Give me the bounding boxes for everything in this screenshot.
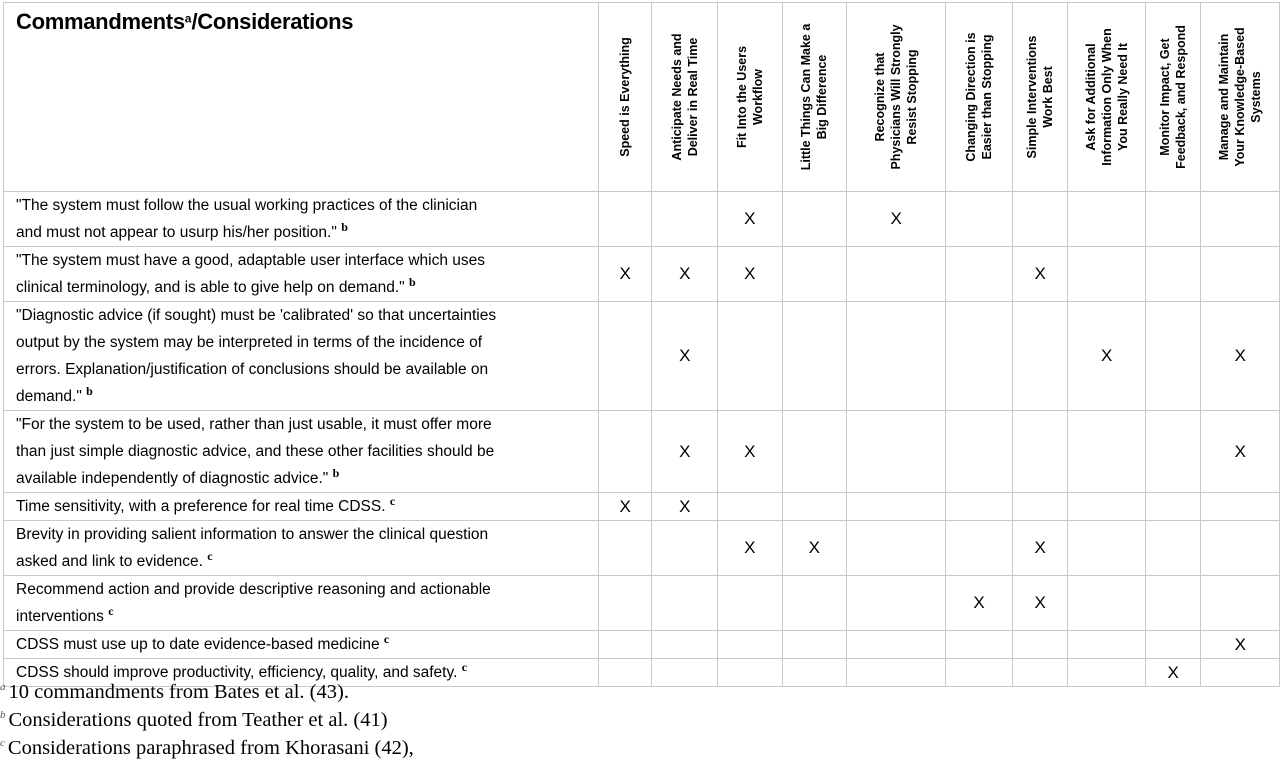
mark-cell: [1201, 576, 1280, 631]
column-header-label: [1083, 7, 1131, 187]
mark-cell: [782, 631, 847, 659]
column-header-label: [798, 7, 830, 187]
row-label-text: "The system must follow the usual working practices of the clinician: [16, 197, 478, 214]
table-row: [4, 247, 1280, 302]
mark-cell: [1012, 302, 1068, 411]
row-label-line: [16, 493, 592, 520]
mark-cell: [847, 576, 946, 631]
row-label-text: errors. Explanation/justification of conclusions should be available on: [16, 361, 489, 378]
row-label-text: interventions: [16, 608, 104, 625]
column-header: [1068, 3, 1145, 192]
mark-cell: [652, 192, 718, 247]
mark-cell: [1068, 247, 1145, 302]
row-label-text: Time sensitivity, with a preference for real time CDSS.: [16, 498, 386, 515]
mark-cell: X: [652, 411, 718, 493]
table-row: [4, 192, 1280, 247]
mark-cell: [847, 411, 946, 493]
footnote-reference: c: [383, 631, 390, 646]
mark-cell: [1068, 192, 1145, 247]
mark-cell: [718, 493, 783, 521]
mark-cell: X: [1012, 576, 1068, 631]
mark-cell: [652, 631, 718, 659]
mark-cell: [946, 631, 1013, 659]
footnote-reference: b: [341, 219, 348, 234]
footnotes: [0, 678, 1280, 762]
column-header-label: [617, 7, 633, 187]
column-header-label: [734, 7, 766, 187]
row-label-text: "For the system to be used, rather than just usable, it must offer more: [16, 416, 492, 433]
mark-cell: X: [847, 192, 946, 247]
mark-cell: [946, 247, 1013, 302]
column-header-line: Work Best: [1041, 66, 1056, 128]
mark-cell: [1068, 576, 1145, 631]
row-label-line: [16, 356, 592, 383]
column-header-line: Deliver in Real Time: [685, 37, 700, 157]
mark-cell: [718, 631, 783, 659]
row-label-line: [16, 329, 592, 356]
mark-cell: [1068, 521, 1145, 576]
row-label-text: clinical terminology, and is able to give help on demand.": [16, 279, 405, 296]
row-label: [4, 302, 599, 411]
mark-cell: X: [1201, 302, 1280, 411]
column-header-label: [963, 7, 995, 187]
row-label-line: [16, 631, 592, 658]
footnote-key: b: [0, 709, 6, 722]
mark-cell: X: [718, 247, 783, 302]
row-label: [4, 247, 599, 302]
table-title-cell: [4, 3, 599, 192]
column-header-line: Resist Stopping: [905, 49, 920, 145]
mark-cell: [1201, 493, 1280, 521]
footnote-text: Considerations paraphrased from Khorasani (42),: [7, 737, 414, 759]
footnote-reference: b: [408, 274, 416, 289]
footnote-line: [0, 706, 1280, 734]
column-header-line: Manage and Maintain: [1217, 33, 1232, 161]
mark-cell: X: [1201, 411, 1280, 493]
mark-cell: X: [1201, 631, 1280, 659]
row-label-line: [16, 576, 592, 603]
mark-cell: [1145, 576, 1201, 631]
row-label-text: demand.": [16, 388, 82, 405]
mark-cell: [1145, 247, 1201, 302]
row-label-text: Recommend action and provide descriptive reasoning and actionable: [16, 581, 491, 598]
mark-cell: [946, 521, 1013, 576]
mark-cell: X: [718, 411, 783, 493]
column-header: [718, 3, 783, 192]
mark-cell: [1145, 411, 1201, 493]
column-header-line: Changing Direction is: [964, 32, 979, 162]
mark-cell: X: [1012, 247, 1068, 302]
row-label-text: output by the system may be interpreted in terms of the incidence of: [16, 334, 483, 351]
mark-cell: [946, 302, 1013, 411]
mark-cell: [946, 411, 1013, 493]
row-label-line: [16, 302, 592, 329]
row-label-line: [16, 192, 592, 219]
column-header-line: Feedback, and Respond: [1174, 25, 1189, 169]
mark-cell: X: [946, 576, 1013, 631]
mark-cell: [1201, 521, 1280, 576]
column-header: [1201, 3, 1280, 192]
row-label: [4, 576, 599, 631]
row-label-line: [16, 247, 592, 274]
mark-cell: [782, 302, 847, 411]
row-label-line: [16, 274, 592, 301]
mark-cell: [598, 411, 652, 493]
table-row: [4, 631, 1280, 659]
column-header: [1145, 3, 1201, 192]
column-header-line: Big Difference: [815, 54, 830, 140]
row-label-text: than just simple diagnostic advice, and these other facilities should be: [16, 443, 495, 460]
mark-cell: [782, 192, 847, 247]
mark-cell: [1201, 247, 1280, 302]
mark-cell: [598, 302, 652, 411]
mark-cell: X: [598, 247, 652, 302]
footnote-reference: b: [332, 465, 340, 480]
header-row: [4, 3, 1280, 192]
column-header-line: You Really Need It: [1115, 42, 1130, 152]
mark-cell: [1201, 192, 1280, 247]
row-label-text: CDSS must use up to date evidence-based medicine: [16, 636, 380, 653]
row-label: [4, 192, 599, 247]
mark-cell: [1145, 302, 1201, 411]
mark-cell: X: [1068, 302, 1145, 411]
row-label-text: "Diagnostic advice (if sought) must be 'calibrated' so that uncertainties: [16, 307, 497, 324]
row-label-line: [16, 548, 592, 575]
mark-cell: [847, 521, 946, 576]
row-label-text: asked and link to evidence.: [16, 553, 203, 570]
mark-cell: [718, 302, 783, 411]
footnote-reference: c: [389, 493, 396, 508]
column-header-line: Speed is Everything: [618, 37, 633, 157]
mark-cell: [1068, 493, 1145, 521]
column-header-label: [669, 7, 701, 187]
mark-cell: [1145, 521, 1201, 576]
mark-cell: [782, 247, 847, 302]
column-header-line: Fit Into the Users: [734, 45, 749, 149]
column-header-line: Ask for Additional: [1083, 43, 1098, 151]
row-label: [4, 631, 599, 659]
row-label: [4, 493, 599, 521]
column-header: [652, 3, 718, 192]
row-label: [4, 521, 599, 576]
footnote-text: 10 commandments from Bates et al. (43).: [8, 681, 349, 703]
mark-cell: [598, 576, 652, 631]
mark-cell: [1012, 631, 1068, 659]
mark-cell: X: [782, 521, 847, 576]
row-label-text: Brevity in providing salient information to answer the clinical question: [16, 526, 489, 543]
mark-cell: [598, 631, 652, 659]
table-row: [4, 302, 1280, 411]
table-title-suffix: /Considerations: [191, 9, 354, 34]
column-header-line: Systems: [1249, 71, 1264, 123]
mark-cell: X: [718, 521, 783, 576]
mark-cell: [946, 192, 1013, 247]
mark-cell: [1145, 192, 1201, 247]
commandments-matrix-table: [3, 2, 1280, 687]
footnote-reference: c: [108, 603, 114, 618]
column-header-label: [1024, 7, 1056, 187]
mark-cell: [782, 411, 847, 493]
mark-cell: [782, 493, 847, 521]
column-header-line: Workflow: [750, 68, 765, 126]
mark-cell: X: [652, 493, 718, 521]
mark-cell: X: [652, 302, 718, 411]
footnote-reference: b: [86, 383, 93, 398]
mark-cell: X: [598, 493, 652, 521]
table-row: [4, 576, 1280, 631]
mark-cell: [847, 302, 946, 411]
column-header-label: [872, 7, 920, 187]
footnote-reference: c: [461, 659, 468, 674]
row-label-line: [16, 219, 592, 246]
row-label-line: [16, 603, 592, 630]
column-header-line: Your Knowledge-Based: [1233, 27, 1248, 167]
column-header-line: Little Things Can Make a: [799, 23, 814, 171]
footnote-line: [0, 734, 1280, 762]
mark-cell: [598, 521, 652, 576]
mark-cell: [718, 576, 783, 631]
mark-cell: X: [718, 192, 783, 247]
row-label: [4, 411, 599, 493]
row-label-text: "The system must have a good, adaptable user interface which uses: [16, 252, 486, 269]
column-header-label: [1157, 7, 1189, 187]
row-label-line: [16, 383, 592, 410]
row-label-line: [16, 411, 592, 438]
footnote-reference: c: [207, 548, 213, 563]
column-header-line: Anticipate Needs and: [669, 33, 684, 161]
footnote-key: c: [0, 737, 5, 750]
mark-cell: [652, 576, 718, 631]
mark-cell: X: [1145, 659, 1201, 687]
column-header-line: Physicians Will Strongly: [889, 24, 904, 170]
column-header: [1012, 3, 1068, 192]
mark-cell: X: [652, 247, 718, 302]
column-header-line: Monitor Impact, Get: [1158, 38, 1173, 156]
footnote-text: Considerations quoted from Teather et al. (41): [8, 709, 388, 731]
mark-cell: [946, 493, 1013, 521]
table-row: [4, 521, 1280, 576]
column-header-line: Simple Interventions: [1025, 35, 1040, 159]
mark-cell: [1012, 411, 1068, 493]
column-header-line: Information Only When: [1099, 28, 1114, 166]
table-title: Commandments: [16, 9, 185, 34]
footnote-key: a: [0, 681, 6, 694]
row-label-text: available independently of diagnostic advice.": [16, 470, 329, 487]
column-header-label: [1216, 7, 1264, 187]
row-label-line: [16, 521, 592, 548]
row-label-text: CDSS should improve productivity, efficiency, quality, and safety.: [16, 664, 458, 681]
mark-cell: [1068, 411, 1145, 493]
mark-cell: [782, 576, 847, 631]
row-label-text: and must not appear to usurp his/her position.": [16, 224, 337, 241]
mark-cell: [847, 247, 946, 302]
mark-cell: [1145, 631, 1201, 659]
column-header-line: Recognize that: [873, 52, 888, 142]
column-header: [782, 3, 847, 192]
mark-cell: [1145, 493, 1201, 521]
footnote-line: [0, 678, 1280, 706]
column-header: [598, 3, 652, 192]
mark-cell: [598, 192, 652, 247]
mark-cell: [1012, 192, 1068, 247]
table-row: [4, 493, 1280, 521]
mark-cell: [1068, 631, 1145, 659]
row-label-line: [16, 438, 592, 465]
column-header: [946, 3, 1013, 192]
mark-cell: [847, 493, 946, 521]
mark-cell: [652, 521, 718, 576]
mark-cell: X: [1012, 521, 1068, 576]
mark-cell: [1012, 493, 1068, 521]
row-label-line: [16, 465, 592, 492]
table-row: [4, 411, 1280, 493]
column-header: [847, 3, 946, 192]
title-superscript: a: [184, 11, 192, 26]
mark-cell: [847, 631, 946, 659]
column-header-line: Easier than Stopping: [980, 34, 995, 160]
